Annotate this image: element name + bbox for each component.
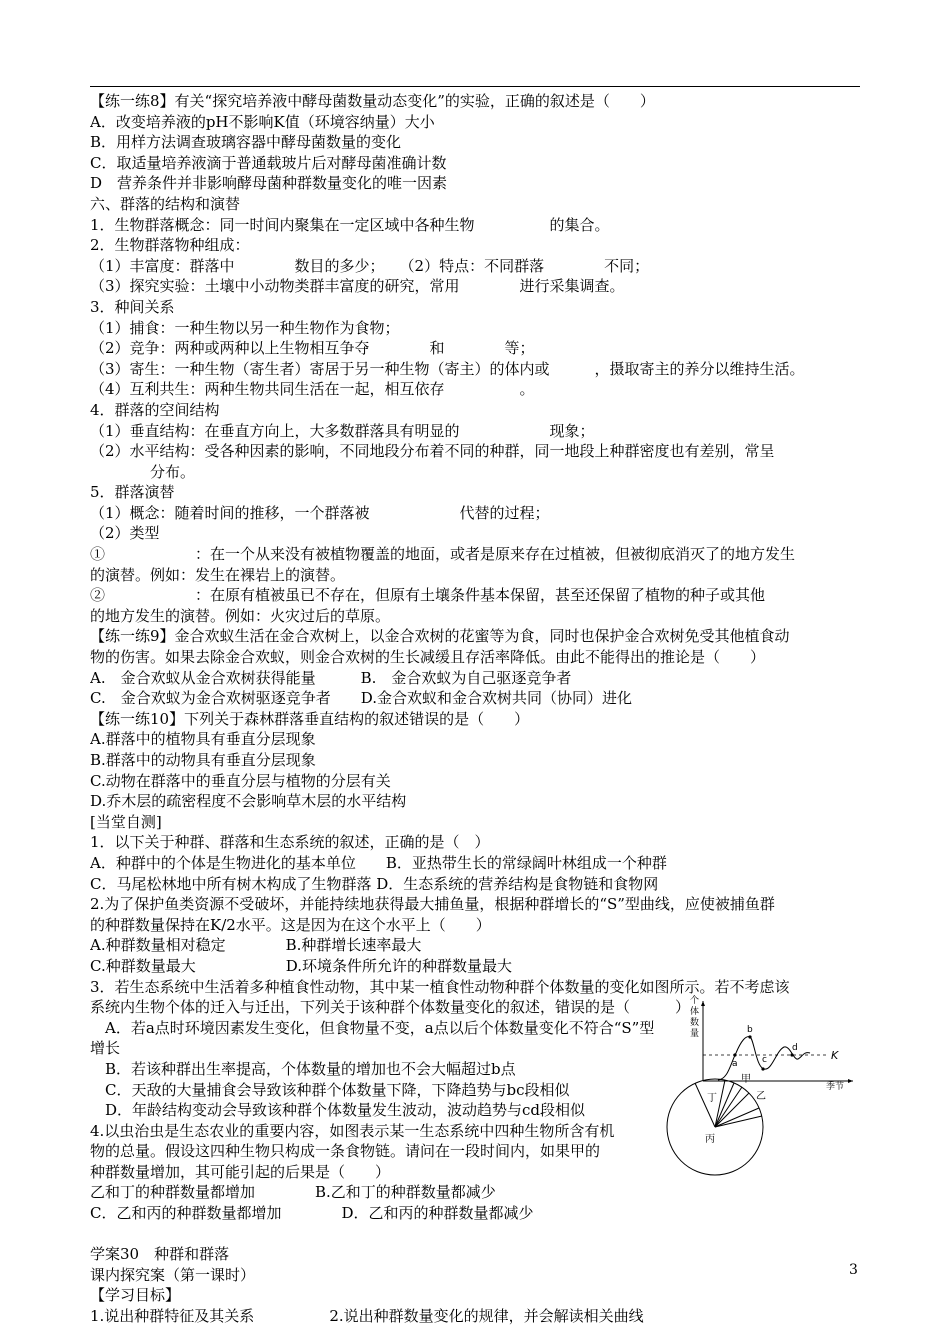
- label-bing: 丙: [705, 1134, 715, 1145]
- text-line: 3．种间关系: [90, 297, 175, 316]
- text-line: C. 金合欢蚁为金合欢树驱逐竞争者 D.金合欢蚁和金合欢树共同（协同）进化: [90, 689, 632, 708]
- text-line: 2.为了保护鱼类资源不受破坏，并能持续地获得最大捕鱼量，根据种群增长的“S”型曲线，应使被捕鱼群: [90, 895, 775, 914]
- text-line: A.种群数量相对稳定 B.种群增长速率最大: [90, 936, 422, 955]
- y-axis-label-char: 体: [690, 1007, 700, 1017]
- text-line: （3）探究实验：土壤中小动物类群丰富度的研究，常用 进行采集调查。: [90, 277, 625, 296]
- text-line: B．若该种群出生率提高，个体数量的增加也不会大幅超过b点: [90, 1059, 516, 1078]
- food-chain-pie-figure: [665, 1072, 775, 1177]
- text-line: （1）垂直结构：在垂直方向上，大多数群落具有明显的 现象；: [90, 421, 595, 440]
- text-line: 【练一练8】有关“探究培养液中酵母菌数量动态变化”的实验，正确的叙述是（ ）: [90, 92, 655, 110]
- label-jia: 甲: [741, 1074, 751, 1085]
- text-line: 【练一练9】金合欢蚁生活在金合欢树上，以金合欢树的花蜜等为食，同时也保护金合欢树免受其他植食动: [90, 627, 790, 646]
- point-label-d: d: [792, 1043, 798, 1053]
- text-line: 2．生物群落物种组成：: [90, 236, 250, 255]
- text-line: 3．若生态系统中生活着多种植食性动物，其中某一植食性动物种群个体数量的变化如图所示。若不考虑该: [90, 977, 790, 996]
- text-line: 系统内生物个体的迁入与迁出，下列关于该种群个体数量变化的叙述，错误的是（ ）: [90, 998, 691, 1017]
- text-line: B．用样方法调查玻璃容器中酵母菌数量的变化: [90, 133, 402, 152]
- y-axis-label-char: 数: [690, 1018, 700, 1028]
- text-line: 增长: [90, 1039, 121, 1058]
- label-ding: 丁: [707, 1093, 717, 1104]
- text-line: 4．群落的空间结构: [90, 400, 220, 419]
- text-line: B.群落中的动物具有垂直分层现象: [90, 751, 316, 769]
- text-line: 1．生物群落概念：同一时间内聚集在一定区域中各种生物 的集合。: [90, 215, 610, 234]
- text-line: （4）互利共生：两种生物共同生活在一起，相互依存 。: [90, 380, 535, 399]
- text-line: A．若a点时环境因素发生变化，但食物量不变，a点以后个体数量变化不符合“S”型: [90, 1018, 655, 1037]
- text-line: （3）寄生：一种生物（寄生者）寄居于另一种生物（寄主）的体内或 ，摄取寄主的养分以维持生活。: [90, 359, 805, 378]
- text-line: 课内探究案（第一课时）: [90, 1265, 256, 1284]
- text-line: 乙和丁的种群数量都增加 B.乙和丁的种群数量都减少: [90, 1183, 496, 1202]
- point-label-c: c: [762, 1055, 767, 1065]
- text-line: （2）类型: [90, 524, 160, 543]
- text-line: C.动物在群落中的垂直分层与植物的分层有关: [90, 771, 391, 790]
- text-line: 六、群落的结构和演替: [90, 194, 241, 213]
- text-line: C.种群数量最大 D.环境条件所允许的种群数量最大: [90, 956, 512, 975]
- text-line: 物的总量。假设这四种生物只构成一条食物链。请问在一段时间内，如果甲的: [90, 1142, 601, 1161]
- k-label: K: [831, 1049, 839, 1062]
- text-line: ① ：在一个从来没有被植物覆盖的地面，或者是原来存在过植被，但被彻底消灭了的地方发生: [90, 545, 796, 564]
- text-line: C．天敌的大量捕食会导致该种群个体数量下降，下降趋势与bc段相似: [90, 1080, 570, 1099]
- text-line: （2）水平结构：受各种因素的影响，不同地段分布着不同的种群，同一地段上种群密度也有差别，常呈: [90, 442, 775, 461]
- text-line: （2）竞争：两种或两种以上生物相互争夺 和 等；: [90, 339, 535, 358]
- text-line: 【学习目标】: [90, 1286, 181, 1305]
- text-line: C．取适量培养液滴于普通载玻片后对酵母菌准确计数: [90, 153, 447, 172]
- text-line: [90, 1224, 860, 1245]
- text-line: 物的伤害。如果去除金合欢蚁，则金合欢树的生长减缓且存活率降低。由此不能得出的推论是（ ）: [90, 648, 766, 667]
- text-line: A.群落中的植物具有垂直分层现象: [90, 730, 316, 749]
- text-line: 分布。: [90, 462, 196, 481]
- y-axis-label-char: 量: [690, 1029, 700, 1039]
- text-line: 1.说出种群特征及其关系 2.说出种群数量变化的规律，并会解读相关曲线: [90, 1307, 644, 1326]
- text-line: D 营养条件并非影响酵母菌种群数量变化的唯一因素: [90, 174, 448, 193]
- point-label-b: b: [747, 1025, 753, 1035]
- text-line: D．年龄结构变动会导致该种群个体数量发生波动，波动趋势与cd段相似: [90, 1101, 586, 1120]
- text-line: 4.以虫治虫是生态农业的重要内容，如图表示某一生态系统中四种生物所含有机: [90, 1121, 615, 1140]
- text-line: 1．以下关于种群、群落和生态系统的叙述，正确的是（ ）: [90, 833, 490, 852]
- text-line: C．马尾松林地中所有树木构成了生物群落 D．生态系统的营养结构是食物链和食物网: [90, 874, 659, 893]
- text-line: （1）丰富度：群落中 数目的多少； （2）特点：不同群落 不同；: [90, 256, 650, 275]
- text-line: A．种群中的个体是生物进化的基本单位 B．亚热带生长的常绿阔叶林组成一个种群: [90, 853, 667, 872]
- text-line: A．改变培养液的pH不影响K值（环境容纳量）大小: [90, 112, 435, 131]
- point-label-a: a: [732, 1059, 738, 1069]
- text-line: 学案30 种群和群落: [90, 1245, 230, 1264]
- text-line: （1）捕食：一种生物以另一种生物作为食物；: [90, 318, 400, 337]
- text-line: [当堂自测]: [90, 812, 162, 831]
- text-line: 5．群落演替: [90, 483, 175, 502]
- text-line: （1）概念：随着时间的推移，一个群落被 代替的过程；: [90, 503, 550, 522]
- y-axis-label: [690, 995, 699, 1039]
- label-yi: 乙: [756, 1091, 766, 1102]
- text-line: ② ：在原有植被虽已不存在，但原有土壤条件基本保留，甚至还保留了植物的种子或其他: [90, 586, 766, 605]
- page-number: 3: [849, 1262, 858, 1278]
- y-axis-label-char: 个: [690, 996, 700, 1006]
- text-line: 的演替。例如：发生在裸岩上的演替。: [90, 565, 346, 584]
- text-line: 的种群数量保持在K/2水平。这是因为在这个水平上（ ）: [90, 915, 491, 934]
- text-line: 【练一练10】下列关于森林群落垂直结构的叙述错误的是（ ）: [90, 709, 530, 728]
- x-axis-label: 季节: [826, 1082, 845, 1090]
- text-line: A. 金合欢蚁从金合欢树获得能量 B. 金合欢蚁为自己驱逐竞争者: [90, 668, 572, 687]
- text-line: 种群数量增加，其可能引起的后果是（ ）: [90, 1162, 391, 1181]
- text-line: C．乙和丙的种群数量都增加 D．乙和丙的种群数量都减少: [90, 1204, 534, 1223]
- text-line: 的地方发生的演替。例如：火灾过后的草原。: [90, 606, 391, 625]
- header-rule: [90, 86, 860, 87]
- text-line: D.乔木层的疏密程度不会影响草木层的水平结构: [90, 792, 407, 811]
